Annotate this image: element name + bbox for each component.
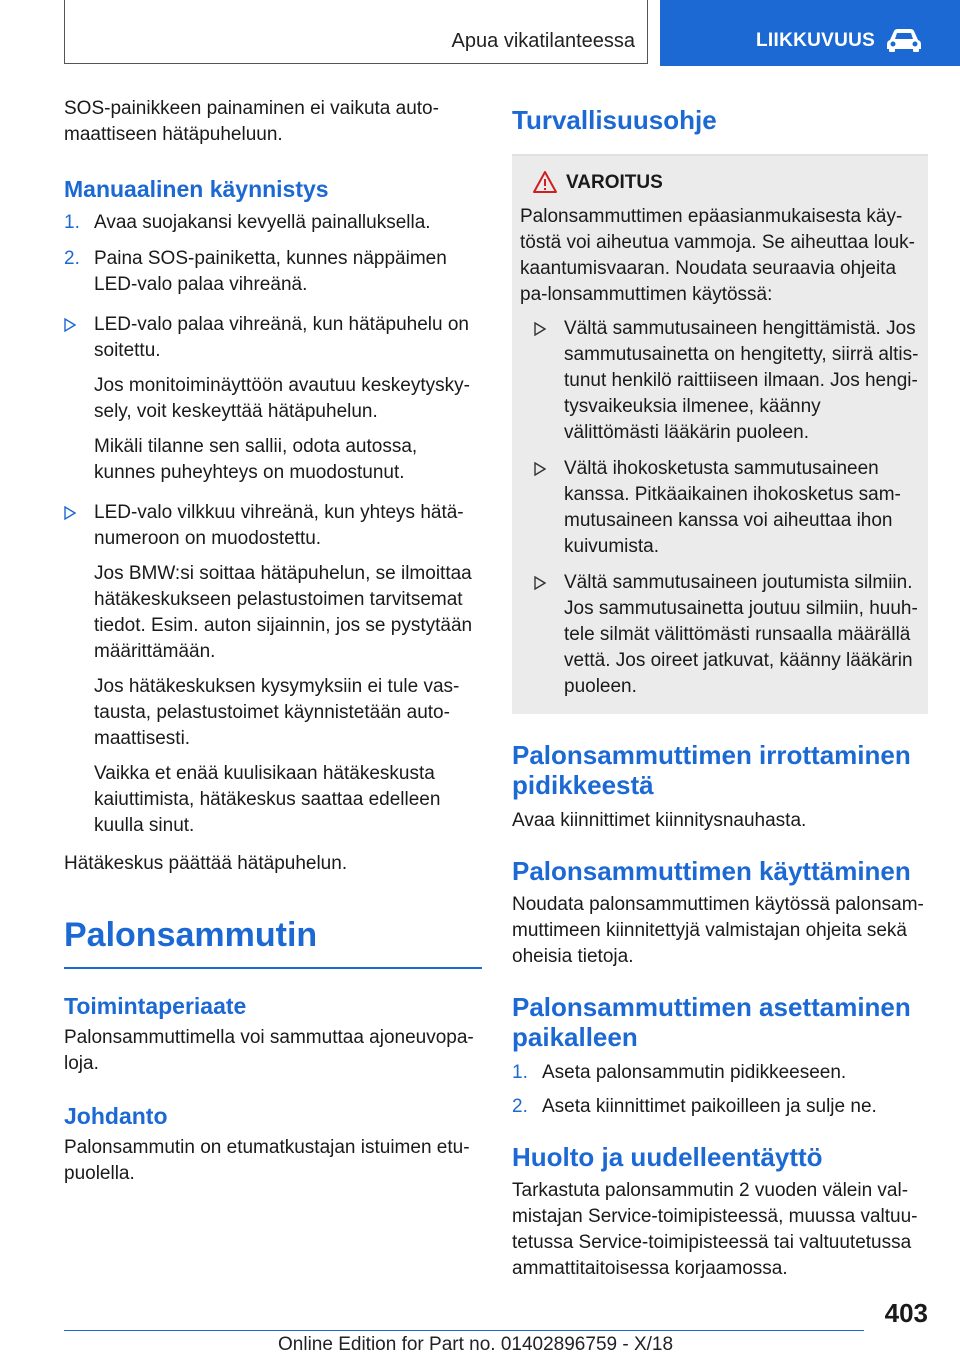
manual-start-heading: Manuaalinen käynnistys [64, 176, 329, 202]
right-column [512, 96, 928, 1282]
chapter-tab-label: LIIKKUVUUS [756, 30, 876, 51]
principle-text: Palonsammuttimella voi sammuttaa ajoneuvopa-loja. [64, 1027, 474, 1074]
warning-item [534, 570, 920, 700]
footer-rule [64, 1330, 864, 1331]
car-icon [884, 26, 924, 54]
page-number: 403 [884, 1298, 928, 1328]
principle-heading: Toimintaperiaate [64, 993, 247, 1019]
step-item [64, 210, 482, 236]
manual-steps [64, 210, 482, 298]
maintenance-heading: Huolto ja uudelleentäyttö [512, 1142, 823, 1172]
triangle-bullet-icon [534, 462, 546, 476]
warning-title: VAROITUS [566, 172, 663, 193]
result-text: Vaikka et enää kuulisikaan hätäkeskusta kaiuttimista, hätäkeskus saattaa edelleen kuulla sinut. [94, 763, 441, 836]
warning-item [534, 316, 920, 446]
result-text: LED-valo vilkkuu vihreänä, kun yhteys hätä-numeroon on muodostettu. [94, 502, 464, 549]
step-text: Paina SOS-painiketta, kunnes näppäimen LED-valo palaa vihreänä. [94, 248, 447, 295]
left-column [64, 96, 482, 1187]
step-number: 2. [512, 1096, 528, 1117]
footer-edition: Online Edition for Part no. 01402896759 - X/18 [278, 1334, 674, 1355]
placing-heading: Palonsammuttimen asettaminen paikalleen [512, 992, 911, 1052]
warning-item-text: Vältä sammutusaineen joutumista silmiin. Jos sammutusainetta joutuu silmiin, huuh-tele silmät välittömästi runsaalla määrällä vettä. Jos oireet jatkuvat, käänny lääkärin puoleen. [564, 572, 918, 697]
fire-extinguisher-heading: Palonsammutin [64, 916, 318, 954]
result-text: Jos hätäkeskuksen kysymyksiin ei tule vas-tausta, pelastustoimet käynnistetään auto-maattisesti. [94, 676, 460, 749]
result-text: Jos monitoiminäyttöön avautuu keskeytysky-sely, voit keskeyttää hätäpuhelun. [94, 375, 470, 422]
warning-text: Palonsammuttimen epäasianmukaisesta käy-töstä voi aiheutua vammoja. Se aiheuttaa louk-kaantumisvaaran. Noudata seuraavia ohjeita pa-lonsammuttimen käytössä: [520, 206, 916, 305]
introduction-text: Palonsammutin on etumatkustajan istuimen etu-puolella. [64, 1137, 470, 1184]
triangle-bullet-icon [534, 322, 546, 336]
step-text: Aseta palonsammutin pidikkeeseen. [542, 1062, 847, 1083]
chapter-tab[interactable] [660, 0, 960, 66]
use-text: Noudata palonsammuttimen käytössä palonsam-muttimeen kiinnitettyjä valmistajan ohjeita sekä oheisia tietoja. [512, 894, 924, 967]
introduction-heading: Johdanto [64, 1103, 168, 1129]
warning-item-text: Vältä ihokosketusta sammutusaineen kanssa. Pitkäaikainen ihokosketus sam-mutusaineen kanssa voi aiheuttaa ihon kuivumista. [564, 458, 901, 557]
result-item [64, 500, 482, 839]
step-number: 2. [64, 248, 80, 269]
result-list [64, 312, 482, 839]
warning-triangle-icon [532, 170, 558, 194]
section-title: Apua vikatilanteessa [451, 30, 635, 52]
removal-heading: Palonsammuttimen irrottaminen pidikkeestä [512, 740, 911, 800]
header-section-box [64, 0, 648, 64]
step-item [64, 246, 482, 298]
use-heading: Palonsammuttimen käyttäminen [512, 856, 911, 886]
placing-steps [512, 1060, 928, 1120]
step-item [512, 1094, 928, 1120]
step-text: Avaa suojakansi kevyellä painalluksella. [94, 212, 431, 233]
triangle-bullet-icon [64, 506, 76, 520]
result-text: Mikäli tilanne sen sallii, odota autossa, kunnes puheyhteys on muodostunut. [94, 436, 418, 483]
triangle-bullet-icon [534, 576, 546, 590]
step-number: 1. [64, 212, 80, 233]
removal-text: Avaa kiinnittimet kiinnitysnauhasta. [512, 810, 807, 831]
warning-list [520, 316, 920, 700]
heading-rule [64, 967, 482, 969]
warning-box [512, 154, 928, 714]
closing-paragraph: Hätäkeskus päättää hätäpuhelun. [64, 853, 348, 874]
warning-header [520, 170, 920, 198]
result-item [64, 312, 482, 486]
step-item [512, 1060, 928, 1086]
safety-heading: Turvallisuusohje [512, 105, 717, 135]
result-text: Jos BMW:si soittaa hätäpuhelun, se ilmoittaa hätäkeskukseen pelastustoimen tarvitsemat tiedot. Esim. auton sijainnin, jos se pystytään määrittämään. [94, 563, 473, 662]
triangle-bullet-icon [64, 318, 76, 332]
maintenance-text: Tarkastuta palonsammutin 2 vuoden välein val-mistajan Service-toimipisteessä, muussa valtuu-tetussa Service-toimipisteessä tai valtuutetussa ammattitaitoisessa korjaamossa. [512, 1180, 918, 1279]
warning-item-text: Vältä sammutusaineen hengittämistä. Jos sammutusainetta on hengitetty, siirrä altis-tunut henkilö raittiiseen ilmaan. Jos hengi-tysvaikeuksia ilmenee, käänny välittömästi lääkärin puoleen. [564, 318, 919, 443]
intro-paragraph: SOS-painikkeen painaminen ei vaikuta auto-maattiseen hätäpuheluun. [64, 98, 439, 145]
step-number: 1. [512, 1062, 528, 1083]
step-text: Aseta kiinnittimet paikoilleen ja sulje ne. [542, 1096, 877, 1117]
result-text: LED-valo palaa vihreänä, kun hätäpuhelu on soitettu. [94, 314, 469, 361]
warning-item [534, 456, 920, 560]
